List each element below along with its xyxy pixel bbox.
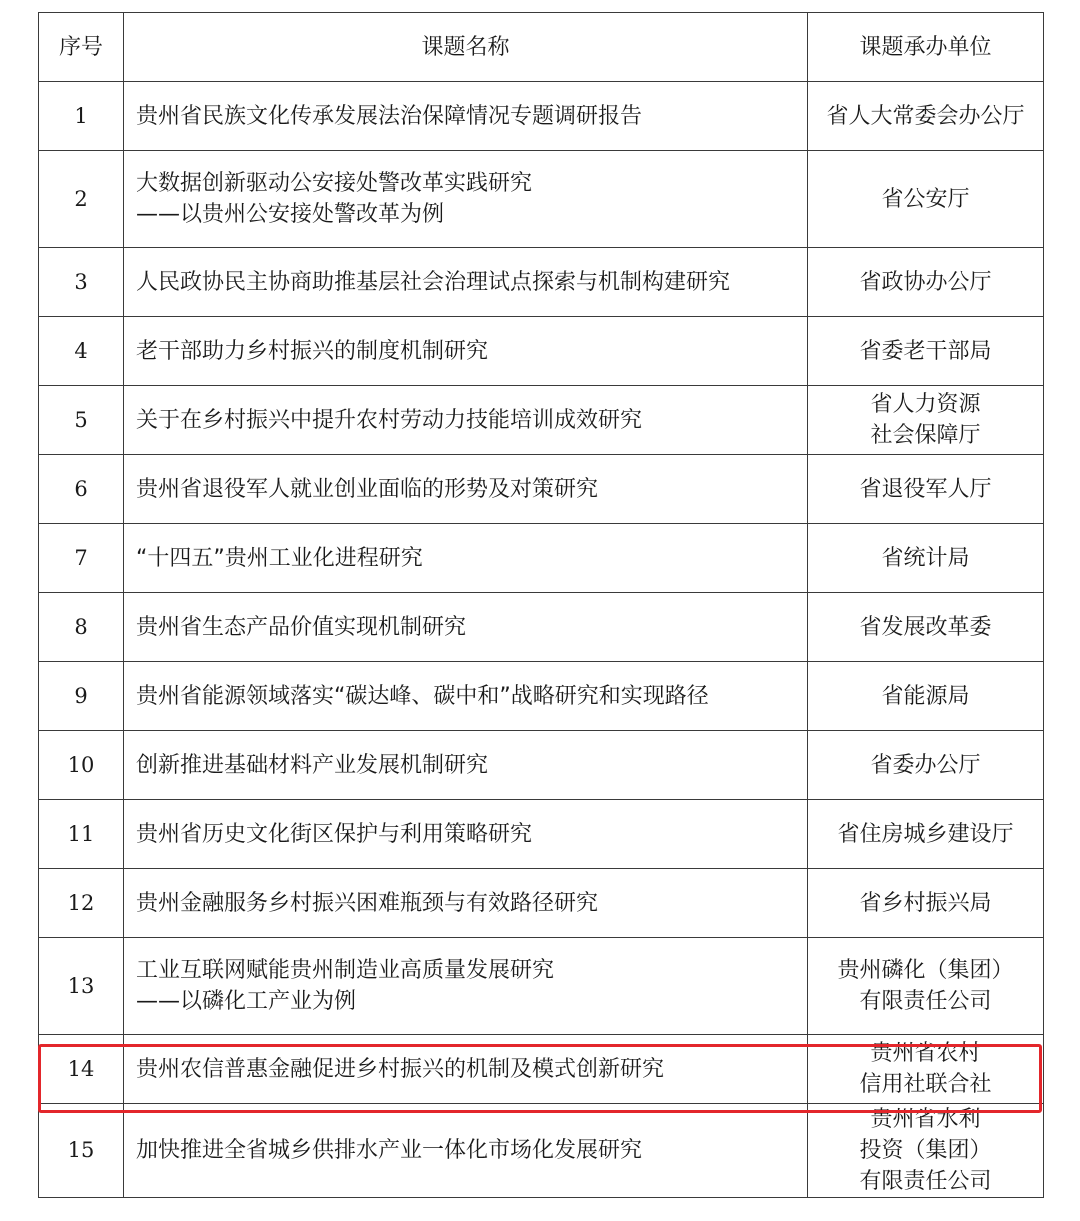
header-topic-name: 课题名称: [124, 13, 808, 82]
topic-name-line: 人民政协民主协商助推基层社会治理试点探索与机制构建研究: [136, 269, 731, 295]
host-unit-cell: [808, 386, 1044, 455]
topic-name-line: 创新推进基础材料产业发展机制研究: [136, 752, 489, 778]
host-unit-line: 省委老干部局: [859, 338, 992, 364]
serial-number-cell: 13: [39, 938, 124, 1035]
topic-name-line: 贵州金融服务乡村振兴困难瓶颈与有效路径研究: [136, 890, 599, 916]
topic-name-line: 贵州省能源领域落实“碳达峰、碳中和”战略研究和实现路径: [136, 683, 709, 709]
topic-name-cell: [124, 317, 808, 386]
table-row: [39, 151, 1044, 248]
topic-name-cell: [124, 1035, 808, 1104]
host-unit-line: 省能源局: [881, 683, 970, 709]
header-host-unit: 课题承办单位: [808, 13, 1044, 82]
table-row: [39, 938, 1044, 1035]
topic-table: [38, 12, 1044, 1198]
topic-name-cell: [124, 938, 808, 1035]
table-row: [39, 248, 1044, 317]
serial-number-cell: 5: [39, 386, 124, 455]
topic-name-line: ——以磷化工产业为例: [136, 989, 357, 1014]
host-unit-line: 省乡村振兴局: [859, 890, 992, 916]
topic-name-line: 贵州省历史文化街区保护与利用策略研究: [136, 821, 533, 847]
serial-number-cell: 2: [39, 151, 124, 248]
topic-name-line: 贵州省退役军人就业创业面临的形势及对策研究: [136, 476, 599, 502]
host-unit-line: 省发展改革委: [859, 614, 992, 640]
host-unit-line: 投资（集团）: [859, 1138, 992, 1163]
topic-name-line: “十四五”贵州工业化进程研究: [136, 545, 423, 571]
host-unit-line: 省公安厅: [881, 186, 970, 212]
host-unit-cell: [808, 731, 1044, 800]
topic-name-cell: [124, 800, 808, 869]
topic-name-line: 大数据创新驱动公安接处警改革实践研究: [136, 171, 533, 196]
topic-name-cell: [124, 151, 808, 248]
host-unit-line: 贵州省农村: [870, 1041, 981, 1066]
topic-name-cell: [124, 593, 808, 662]
table-row: [39, 1035, 1044, 1104]
serial-number-cell: 14: [39, 1035, 124, 1104]
topic-name-cell: [124, 869, 808, 938]
host-unit-cell: [808, 800, 1044, 869]
serial-number-cell: 4: [39, 317, 124, 386]
host-unit-cell: [808, 938, 1044, 1035]
serial-number-cell: 1: [39, 82, 124, 151]
host-unit-cell: [808, 317, 1044, 386]
header-serial-number: 序号: [39, 13, 124, 82]
host-unit-line: 有限责任公司: [859, 1169, 992, 1194]
host-unit-cell: [808, 1035, 1044, 1104]
serial-number-cell: 7: [39, 524, 124, 593]
host-unit-cell: [808, 593, 1044, 662]
serial-number-cell: 12: [39, 869, 124, 938]
host-unit-line: 社会保障厅: [870, 423, 981, 448]
table-row: [39, 800, 1044, 869]
topic-name-line: 贵州农信普惠金融促进乡村振兴的机制及模式创新研究: [136, 1056, 665, 1082]
table-row: [39, 593, 1044, 662]
table-row: [39, 317, 1044, 386]
serial-number-cell: 15: [39, 1104, 124, 1198]
topic-name-line: 老干部助力乡村振兴的制度机制研究: [136, 338, 489, 364]
topic-name-cell: [124, 524, 808, 593]
topic-name-cell: [124, 248, 808, 317]
topic-name-line: 贵州省民族文化传承发展法治保障情况专题调研报告: [136, 103, 643, 129]
host-unit-line: 省人力资源: [870, 392, 981, 417]
host-unit-line: 省退役军人厅: [859, 476, 992, 502]
topic-name-cell: [124, 455, 808, 524]
host-unit-cell: [808, 151, 1044, 248]
table-row: [39, 731, 1044, 800]
topic-name-line: 加快推进全省城乡供排水产业一体化市场化发展研究: [136, 1138, 643, 1163]
serial-number-cell: 10: [39, 731, 124, 800]
serial-number-cell: 9: [39, 662, 124, 731]
host-unit-line: 信用社联合社: [859, 1072, 992, 1097]
topic-name-cell: [124, 662, 808, 731]
host-unit-cell: [808, 248, 1044, 317]
host-unit-cell: [808, 524, 1044, 593]
host-unit-line: 省统计局: [881, 545, 970, 571]
table-row: [39, 869, 1044, 938]
host-unit-line: 有限责任公司: [859, 989, 992, 1014]
topic-name-line: 工业互联网赋能贵州制造业高质量发展研究: [136, 958, 555, 983]
host-unit-line: 省住房城乡建设厅: [837, 821, 1014, 847]
table-row: [39, 82, 1044, 151]
host-unit-line: 贵州磷化（集团）: [837, 958, 1014, 983]
table-row: [39, 1104, 1044, 1198]
serial-number-cell: 6: [39, 455, 124, 524]
table-row: [39, 386, 1044, 455]
topic-name-cell: [124, 386, 808, 455]
topic-name-line: 关于在乡村振兴中提升农村劳动力技能培训成效研究: [136, 407, 643, 433]
serial-number-cell: 3: [39, 248, 124, 317]
table-header-row: [39, 13, 1044, 82]
host-unit-cell: [808, 455, 1044, 524]
host-unit-line: 省人大常委会办公厅: [826, 103, 1025, 129]
host-unit-line: 省政协办公厅: [859, 269, 992, 295]
host-unit-cell: [808, 1104, 1044, 1198]
topic-name-line: 贵州省生态产品价值实现机制研究: [136, 614, 467, 640]
host-unit-cell: [808, 662, 1044, 731]
host-unit-cell: [808, 82, 1044, 151]
host-unit-line: 省委办公厅: [870, 752, 981, 778]
topic-name-cell: [124, 1104, 808, 1198]
table-row: [39, 455, 1044, 524]
topic-name-cell: [124, 82, 808, 151]
serial-number-cell: 8: [39, 593, 124, 662]
host-unit-cell: [808, 869, 1044, 938]
topic-name-cell: [124, 731, 808, 800]
host-unit-line: 贵州省水利: [870, 1107, 981, 1132]
serial-number-cell: 11: [39, 800, 124, 869]
topic-name-line: ——以贵州公安接处警改革为例: [136, 202, 445, 227]
table-row: [39, 524, 1044, 593]
table-body: [39, 82, 1044, 1198]
table-row: [39, 662, 1044, 731]
